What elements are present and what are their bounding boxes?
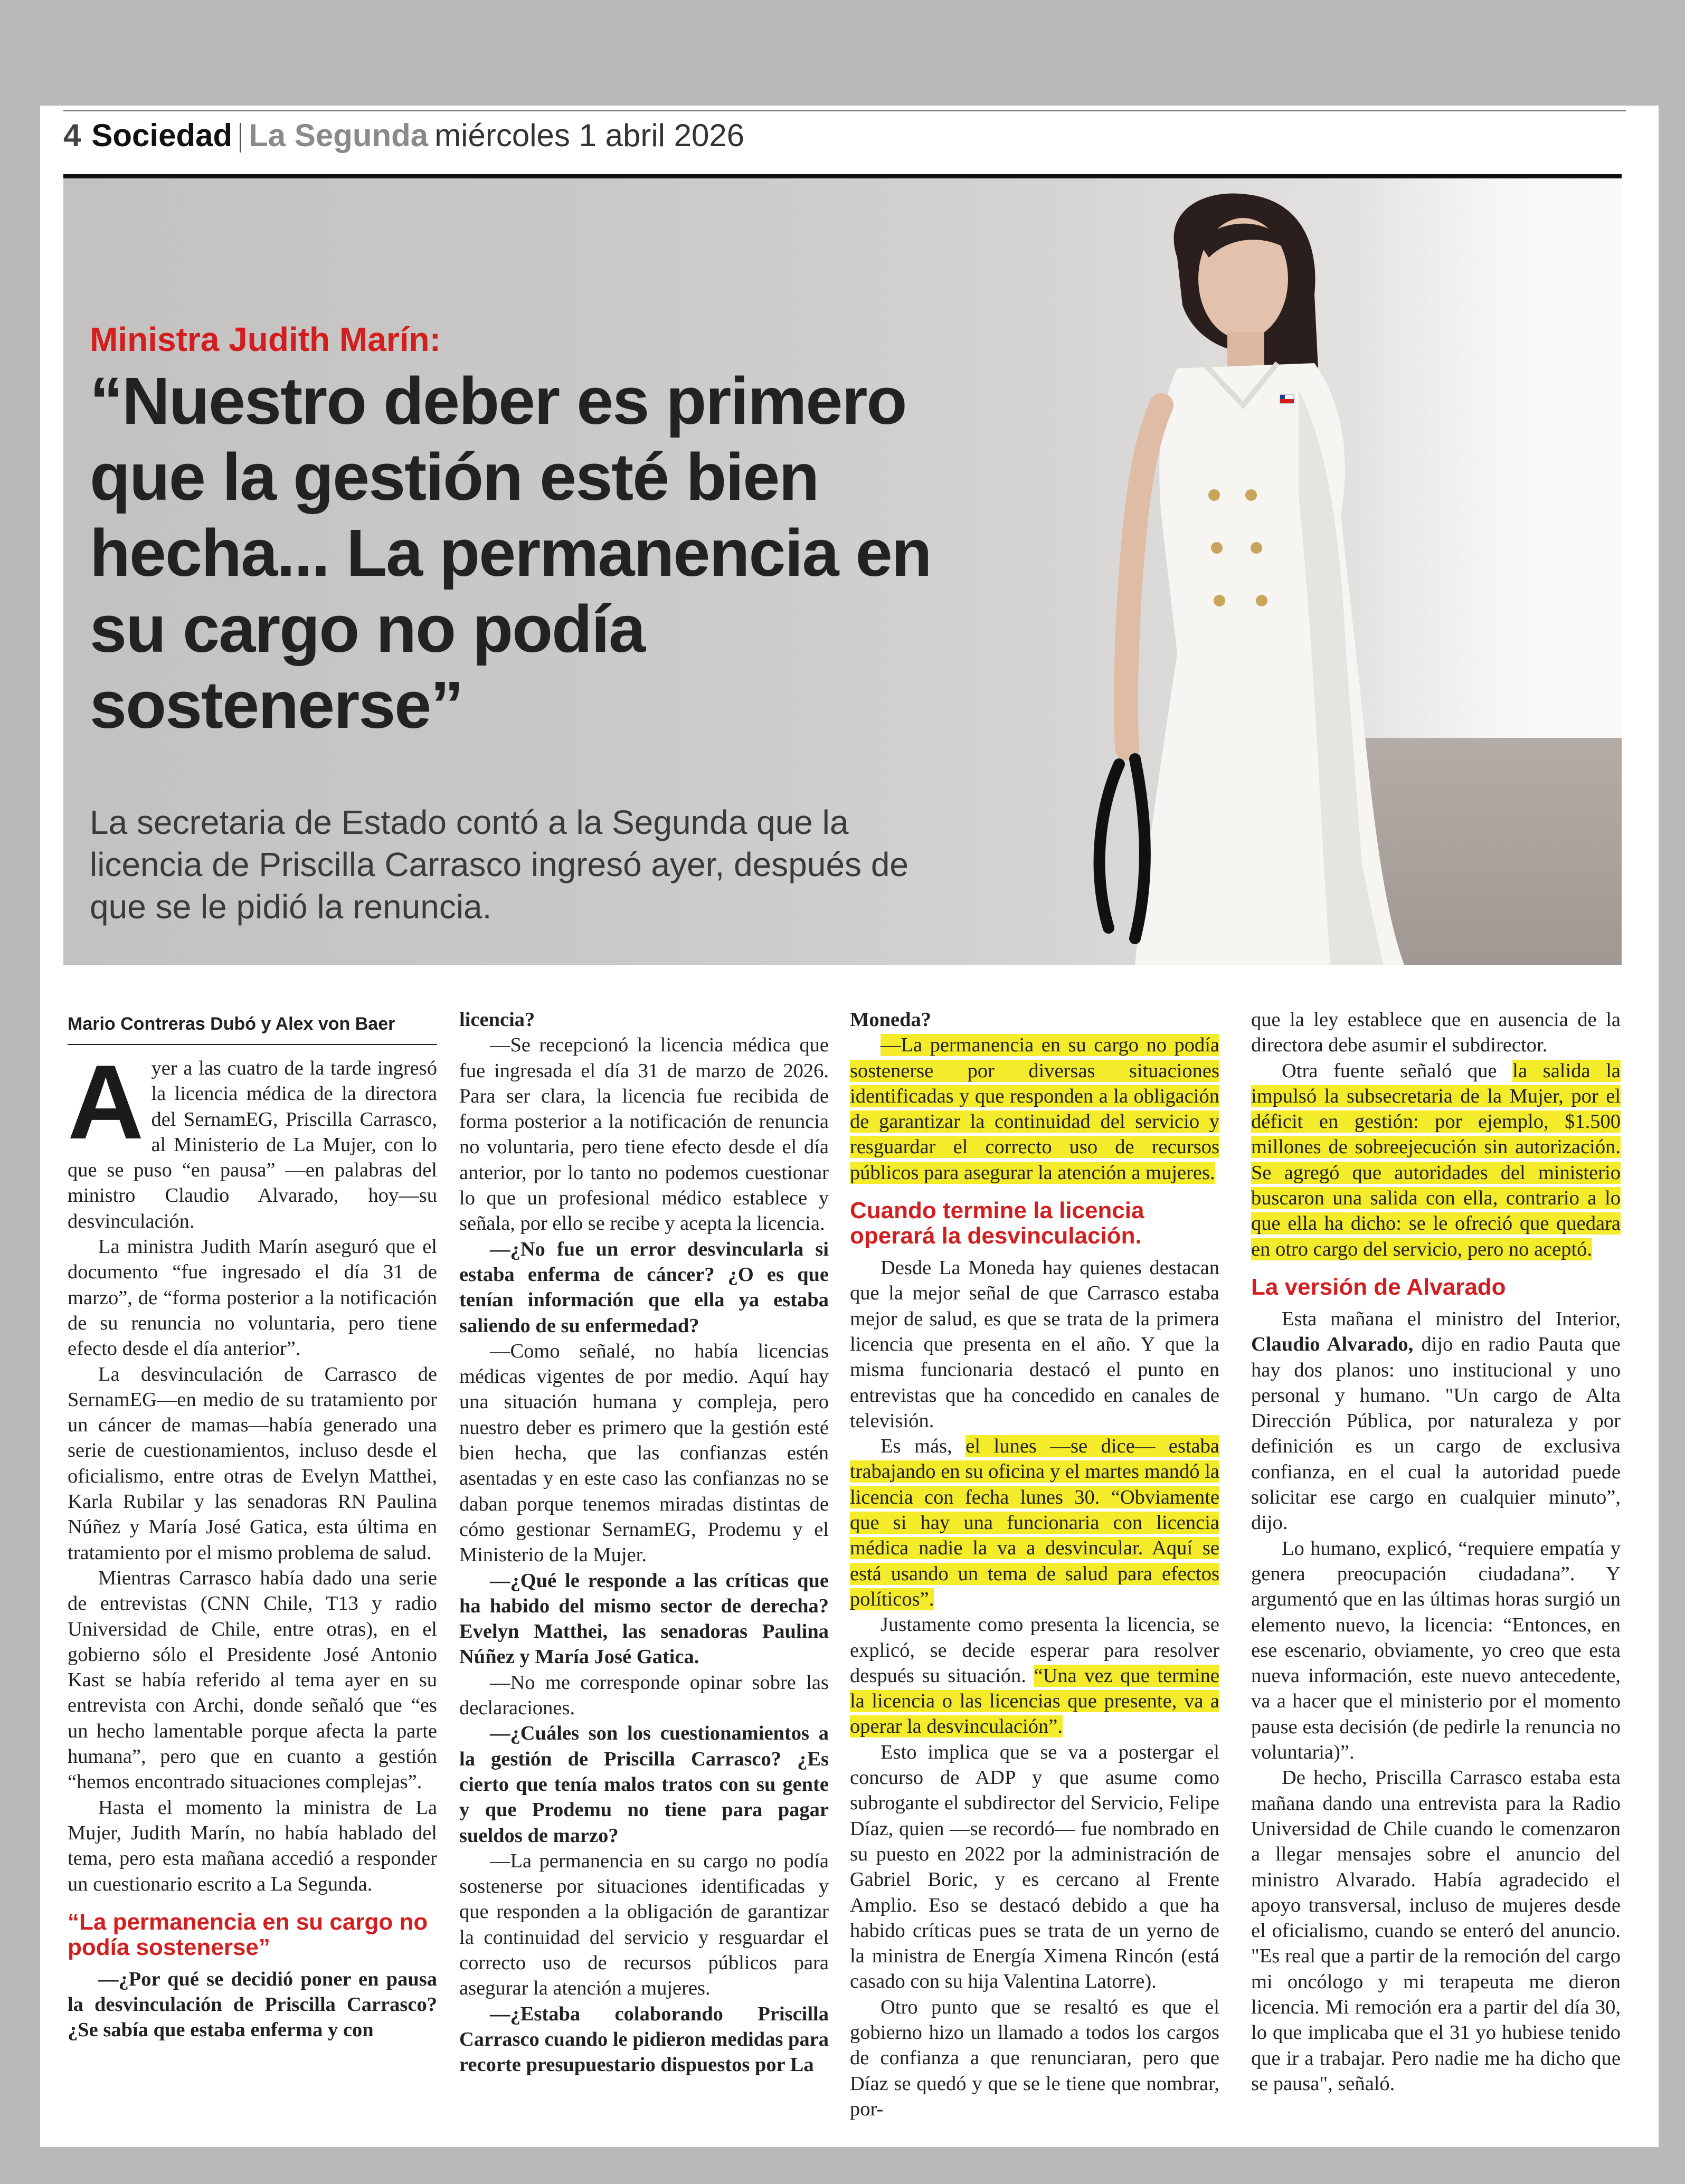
paragraph: Lo humano, explicó, “requiere empatía y genera preocupación ciudadana”. Y argumentó que en las últimas horas surgió un elemento nuevo, la licencia: “Entonces, en ese escenario, obviamente, yo creo que esta nueva información, este nuevo antecedente, va a hacer que el ministerio por el momento pause esta decisión (de pedirle la renuncia no voluntaria)”. [1251,1537,1621,1764]
page-number: 4 [63,118,81,153]
paragraph: Hasta el momento la ministra de La Mujer, Judith Marín, no había hablado del tema, pero esta mañana accedió a responder un cuestionario escrito a La Segunda. [68,1796,437,1895]
subheading: “La permanencia en su cargo no podía sostenerse” [68,1908,428,1960]
page-header [63,117,744,154]
publication-date: miércoles 1 abril 2026 [434,118,745,153]
highlighted-text: —La permanencia en su cargo no podía sostenerse por diversas situaciones identificadas y que responden a la obligación de garantizar la continuidad del servicio y resguardar el correcto uso de recursos públicos para asegurar la atención a mujeres. [850,1034,1219,1184]
interview-question: —¿Estaba colaborando Priscilla Carrasco cuando le pidieron medidas para recorte presupuestario dispuestos por La [459,2002,829,2076]
hero-image [63,178,1622,965]
interview-question: —¿Por qué se decidió poner en pausa la desvinculación de Priscilla Carrasco? ¿Se sabía que estaba enferma y con [68,1968,437,2041]
article-column-2 [459,1007,829,2077]
article-column-3 [850,1007,1219,2122]
headline: “Nuestro deber es primero que la gestión esté bien hecha... La permanencia en su cargo no podía sostenerse” [90,364,931,742]
paragraph: Desde La Moneda hay quienes destacan que la mejor señal de que Carrasco estaba mejor de salud, es que se trata de la primera licencia que presenta en el año. Y que la misma funcionaria destacó el punto en entrevistas que ha concedido en canales de televisión. [850,1257,1219,1432]
paragraph: De hecho, Priscilla Carrasco estaba esta mañana dando una entrevista para la Radio Universidad de Chile cuando le comenzaron a llegar mensajes sobre el anuncio del ministro Alvarado. Había agradecido el apoyo transversal, incluso de mujeres desde el oficialismo, cuando se enteró del anuncio. "Es real que a partir de la remoción del cargo mi oncólogo y mi terapeuta me dieron licencia. Mi remoción era a partir del día 30, lo que implicaba que el 31 yo hubiese tenido que ir a trabajar. Pero nadie me ha dicho que se pausa", señaló. [1251,1767,1621,2095]
paragraph: Mientras Carrasco había dado una serie de entrevistas (CNN Chile, T13 y radio Universidad de Chile, entre otras), en el gobierno sólo el Presidente José Antonio Kast se había referido al tema ayer en su entrevista con Archi, donde señaló que “es un hecho lamentable porque afecta la parte humana”, pero que en cuanto a gestión “hemos encontrado situaciones complejas”. [68,1566,437,1793]
section-name: Sociedad [91,118,233,153]
byline: Mario Contreras Dubó y Alex von Baer [68,1007,437,1045]
interview-answer: —La permanencia en su cargo no podía sostenerse por situaciones identificadas y que responden a la obligación de garantizar la continuidad del servicio y resguardar el correcto uso de recursos públicos para asegurar la atención a mujeres. [459,1849,829,2000]
paragraph-text: dijo en radio Pauta que hay dos planos: uno institucional y uno personal y humano. "Un cargo de Alta Dirección Pública, por naturaleza y por definición es un cargo de exclusiva confianza, en el cual la autoridad puede solicitar ese cargo en cualquier minuto”, dijo. [1251,1333,1621,1534]
bold-name: Claudio Alvarado, [1251,1333,1414,1356]
paragraph-text: Justamente como presenta la licencia, se explicó, se decide esperar para resolver después su situación. [850,1613,1219,1687]
paragraph: Otro punto que se resaltó es que el gobierno hizo un llamado a todos los cargos de confianza a que renunciaran, pero que Díaz se quedó y que se le tiene que nombrar, por- [850,1996,1219,2120]
paragraph [1251,1306,1621,1536]
interview-answer: —Como señalé, no había licencias médicas vigentes de por medio. Aquí hay una situación humana y compleja, pero nuestro deber es primero que la gestión esté bien hecha, que las confianzas estén asentadas y en este caso las confianzas no se daban porque tenemos miradas distintas de cómo gestionar SernamEG, Prodemu y el Ministerio de la Mujer. [459,1340,829,1566]
interview-answer: —No me corresponde opinar sobre las declaraciones. [459,1671,829,1720]
paragraph-text: Otra fuente señaló que [1282,1059,1513,1082]
drop-cap: A [68,1043,144,1161]
paragraph-text: Esta mañana el ministro del Interior, [1282,1307,1621,1330]
interview-question: licencia? [459,1009,535,1031]
minister-photo-illustration [1003,178,1584,965]
headline-kicker: Ministra Judith Marín: [90,320,441,358]
header-separator [240,123,241,153]
subheading: Cuando termine la licencia operará la desvinculación. [850,1198,1144,1249]
paragraph [850,1433,1219,1612]
newspaper-name: La Segunda [249,118,429,153]
article-column-4 [1251,1007,1621,2096]
interview-question: —¿No fue un error desvincularla si estaba enferma de cáncer? ¿O es que tenían información que ella ya estaba saliendo de su enfermedad? [459,1238,829,1337]
header-rule [63,110,1626,111]
paragraph [68,1043,437,1234]
paragraph: La desvinculación de Carrasco de SernamEG—en medio de su tratamiento por un cáncer de mamas—había generado una serie de cuestionamientos, incluso desde el oficialismo, entre otras de Evelyn Matthei, Karla Rubilar y las senadoras RN Paulina Núñez y María José Gatica, esta última en tratamiento por el mismo problema de salud. [68,1363,437,1564]
subheading: La versión de Alvarado [1251,1274,1506,1300]
paragraph-text: yer a las cuatro de la tarde ingresó la licencia médica de la directora del SernamEG, Priscilla Carrasco, al Ministerio de La Mujer, con lo que se puso “en pausa” —en palabras del ministro Claudio Alvarado, hoy—su desvinculación. [68,1057,437,1232]
paragraph: La ministra Judith Marín aseguró que el documento “fue ingresado el día 31 de marzo”, de “forma posterior a la notificación de su renuncia no voluntaria, pero tiene efecto desde el día anterior”. [68,1236,437,1360]
interview-answer: —Se recepcionó la licencia médica que fue ingresada el día 31 de marzo de 2026. Para ser clara, la licencia fue recibida de forma posterior a la notificación de renuncia no voluntaria, pero tiene efecto desde el día anterior, por lo tanto no podemos cuestionar lo que un profesional médico establece y señala, por ello se recibe y acepta la licencia. [459,1034,829,1235]
highlighted-text: el lunes —se dice— estaba trabajando en su oficina y el martes mandó la licencia con fecha lunes 30. “Obviamente que si hay una funcionaria con licencia médica nadie la va a desvincular. Aquí se está usando un tema de salud para efectos políticos”. [850,1435,1219,1610]
interview-answer [850,1032,1219,1185]
standfirst: La secretaria de Estado contó a la Segunda que la licencia de Priscilla Carrasco ingresó ayer, después de que se le pidió la renuncia. [90,803,908,926]
paragraph [1251,1058,1621,1262]
interview-question: —¿Cuáles son los cuestionamientos a la gestión de Priscilla Carrasco? ¿Es cierto que tenía malos tratos con su gente y que Prodemu no tiene para pagar sueldos de marzo? [459,1722,829,1847]
interview-question: Moneda? [850,1009,931,1031]
highlighted-text: “Una vez que termine la licencia o las licencias que presente, va a operar la desvinculación”. [850,1664,1219,1738]
hero-top-rule [63,174,1622,178]
paragraph [850,1612,1219,1739]
paragraph: Esto implica que se va a postergar el concurso de ADP y que asume como subrogante el subdirector del Servicio, Felipe Díaz, quien —se recordó— fue nombrado en su puesto en 2022 por la administración de Gabriel Boric, y es cercano al Frente Amplio. Eso se destacó debido a que ha habido críticas pues se trata de un yerno de la ministra de Energía Ximena Rincón (está casado con su hija Valentina Latorre). [850,1741,1219,1993]
article-column-1 [68,1007,437,2043]
highlighted-text: la salida la impulsó la subsecretaria de la Mujer, por el déficit en gestión: por ejemplo, $1.500 millones de sobreejecución sin autorización. Se agregó que autoridades del ministerio buscaron una salida con ella, contrario a lo que ella ha dicho: se le ofreció que quedara en otro cargo del servicio, pero no aceptó. [1251,1059,1621,1260]
paragraph-text: Es más, [881,1435,966,1458]
paragraph: que la ley establece que en ausencia de la directora debe asumir el subdirector. [1251,1009,1621,1057]
interview-question: —¿Qué le responde a las críticas que ha habido del mismo sector de derecha? Evelyn Matthei, las senadoras Paulina Núñez y María José Gatica. [459,1569,829,1668]
